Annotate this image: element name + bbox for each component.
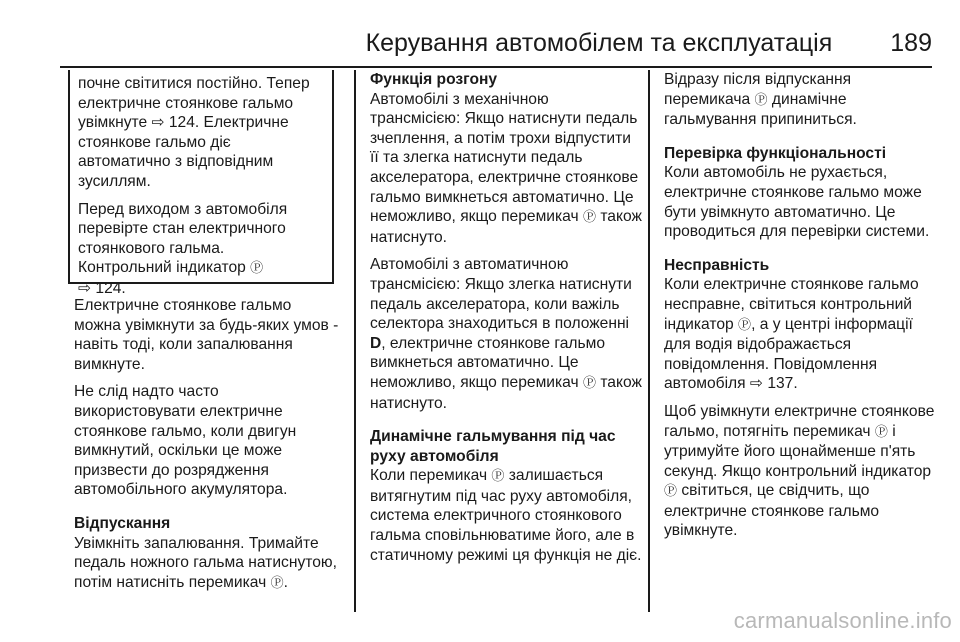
- engage-paragraph: Щоб увімкнути електричне стоянкове гальмо, потягніть перемикач Ⓟ і утримуйте його щонайменше п'ять секунд. Якщо контрольний індикатор Ⓟ світиться, це свідчить, що електричне стоянкове гальмо увімкнуте.: [664, 402, 935, 540]
- section-heading-fault: Несправність: [664, 256, 770, 274]
- watermark: carmanualsonline.info: [733, 608, 952, 633]
- manual-transmission-paragraph: Автомобілі з механічною трансмісією: Якщо натиснути педаль зчеплення, а потім трохи відпустити її та злегка натиснути педаль акселератора, електричне стоянкове гальмо вимкнеться автоматично. Це неможливо, якщо перемикач Ⓟ також натиснуто.: [370, 90, 642, 246]
- note-paragraph-2: Перед виходом з автомобіля перевірте стан електричного стоянкового гальма. Контрольний індикатор Ⓟ ⇨ 124.: [78, 200, 288, 297]
- gear-position-d: D: [370, 334, 382, 352]
- page-number: 189: [890, 28, 932, 57]
- parking-brake-icon: Ⓟ: [754, 92, 768, 108]
- parking-brake-icon: Ⓟ: [582, 375, 596, 391]
- column-divider-2: [648, 70, 650, 612]
- page-header: [60, 22, 932, 64]
- parking-brake-icon: Ⓟ: [664, 484, 678, 500]
- paragraph: Не слід надто часто використовувати електричне стоянкове гальмо, коли двигун вимкнутий, оскільки це може призвести до розрядження автомобільного акумулятора.: [74, 383, 297, 499]
- note-box: [68, 70, 334, 297]
- section-heading-release: Відпускання: [74, 514, 171, 532]
- section-heading-launch: Функція розгону: [370, 71, 498, 88]
- release-paragraph: Увімкніть запалювання. Тримайте педаль ножного гальма натиснутою, потім натисніть перемикач Ⓟ.: [74, 534, 337, 591]
- page-reference: ⇨ 124.: [78, 279, 126, 297]
- column-3: [664, 70, 936, 549]
- header-rule: [60, 66, 932, 68]
- column-2: [370, 70, 642, 573]
- note-paragraph-1: почне світитися постійно. Тепер електричне стоянкове гальмо увімкнуте ⇨ 124. Електричне стоянкове гальмо діє автоматично з відповідним зусиллям.: [78, 75, 310, 190]
- parking-brake-icon: Ⓟ: [250, 261, 264, 277]
- paragraph: Електричне стоянкове гальмо можна увімкнути за будь-яких умов - навіть тоді, коли запалювання вимкнуте.: [74, 297, 339, 373]
- section-heading-dynamic-braking: Динамічне гальмування під час руху автомобіля: [370, 428, 616, 465]
- function-check-paragraph: Коли автомобіль не рухається, електричне стоянкове гальмо може бути увімкнуто автоматично. Це проводиться для перевірки системи.: [664, 164, 930, 241]
- parking-brake-icon: Ⓟ: [582, 210, 596, 226]
- column-1: [74, 296, 340, 601]
- parking-brake-icon: Ⓟ: [270, 575, 284, 591]
- paragraph: Відразу після відпускання перемикача Ⓟ динамічне гальмування припиниться.: [664, 71, 857, 129]
- automatic-transmission-paragraph: Автомобілі з автоматичною трансмісією: Якщо злегка натиснути педаль акселератора, коли важіль селектора знаходиться в положенні D, електричне стоянкове гальмо вимкнеться автоматично. Це неможливо, якщо перемикач Ⓟ також натиснуто.: [370, 256, 642, 412]
- parking-brake-icon: Ⓟ: [491, 469, 505, 485]
- fault-paragraph: Коли електричне стоянкове гальмо несправне, світиться контрольний індикатор Ⓟ, а у центрі інформації для водія відображається повідомлення. Повідомлення автомобіля ⇨ 137.: [664, 276, 919, 393]
- column-divider-1: [354, 70, 356, 612]
- parking-brake-icon: Ⓟ: [874, 424, 888, 440]
- section-heading-function-check: Перевірка функціональності: [664, 144, 887, 162]
- warning-indicator-icon: Ⓟ: [738, 317, 752, 333]
- dynamic-braking-paragraph: Коли перемикач Ⓟ залишається витягнутим під час руху автомобіля, система електричного стоянкового гальма сповільнюватиме його, але в статичному режимі ця функція не діє.: [370, 467, 642, 564]
- chapter-title: Керування автомобілем та експлуатація: [365, 28, 833, 57]
